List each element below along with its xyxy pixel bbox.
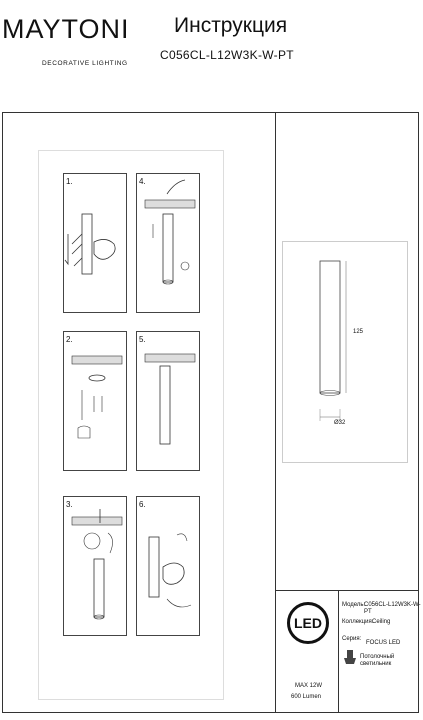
led-icon: LED <box>287 602 329 644</box>
led-lumen: 600 Lumen <box>291 694 322 700</box>
step-5-illustration <box>137 332 199 470</box>
step-2 <box>63 331 127 471</box>
product-drawing <box>282 241 408 463</box>
step-number: 4. <box>139 177 146 186</box>
dimension-diameter: Ø32 <box>334 420 346 426</box>
led-power: MAX 12W <box>295 683 323 689</box>
step-number: 5. <box>139 335 146 344</box>
spec-series-value: FOCUS LED <box>366 640 401 646</box>
spec-series-label: Серия: <box>342 636 362 642</box>
spec-top-border <box>275 590 419 591</box>
spec-model-label: Модель: <box>342 602 366 608</box>
step-number: 1. <box>66 177 73 186</box>
spec-collection-value: Ceiling <box>372 619 391 625</box>
step-3-illustration <box>64 497 126 635</box>
ceiling-lamp-icon <box>343 650 357 666</box>
step-number: 6. <box>139 500 146 509</box>
spec-divider <box>338 590 339 713</box>
step-number: 3. <box>66 500 73 509</box>
step-6 <box>136 496 200 636</box>
step-5 <box>136 331 200 471</box>
dimension-height: 125 <box>353 329 364 335</box>
brand-logo: MAYTONI <box>2 14 130 44</box>
spec-collection-label: Коллекция: <box>342 619 374 625</box>
spec-category: Потолочный светильник <box>360 654 395 668</box>
step-2-illustration <box>64 332 126 470</box>
step-4 <box>136 173 200 313</box>
step-number: 2. <box>66 335 73 344</box>
frame-divider <box>275 112 276 713</box>
step-4-illustration <box>137 174 199 312</box>
page-title: Инструкция <box>174 14 288 37</box>
brand-subtitle: DECORATIVE LIGHTING <box>42 60 128 67</box>
spec-model-value: C056CL-L12W3K-W-PT <box>364 602 421 616</box>
step-1 <box>63 173 127 313</box>
step-6-illustration <box>137 497 199 635</box>
product-code: C056CL-L12W3K-W-PT <box>160 48 294 62</box>
step-1-illustration <box>64 174 126 312</box>
step-3 <box>63 496 127 636</box>
